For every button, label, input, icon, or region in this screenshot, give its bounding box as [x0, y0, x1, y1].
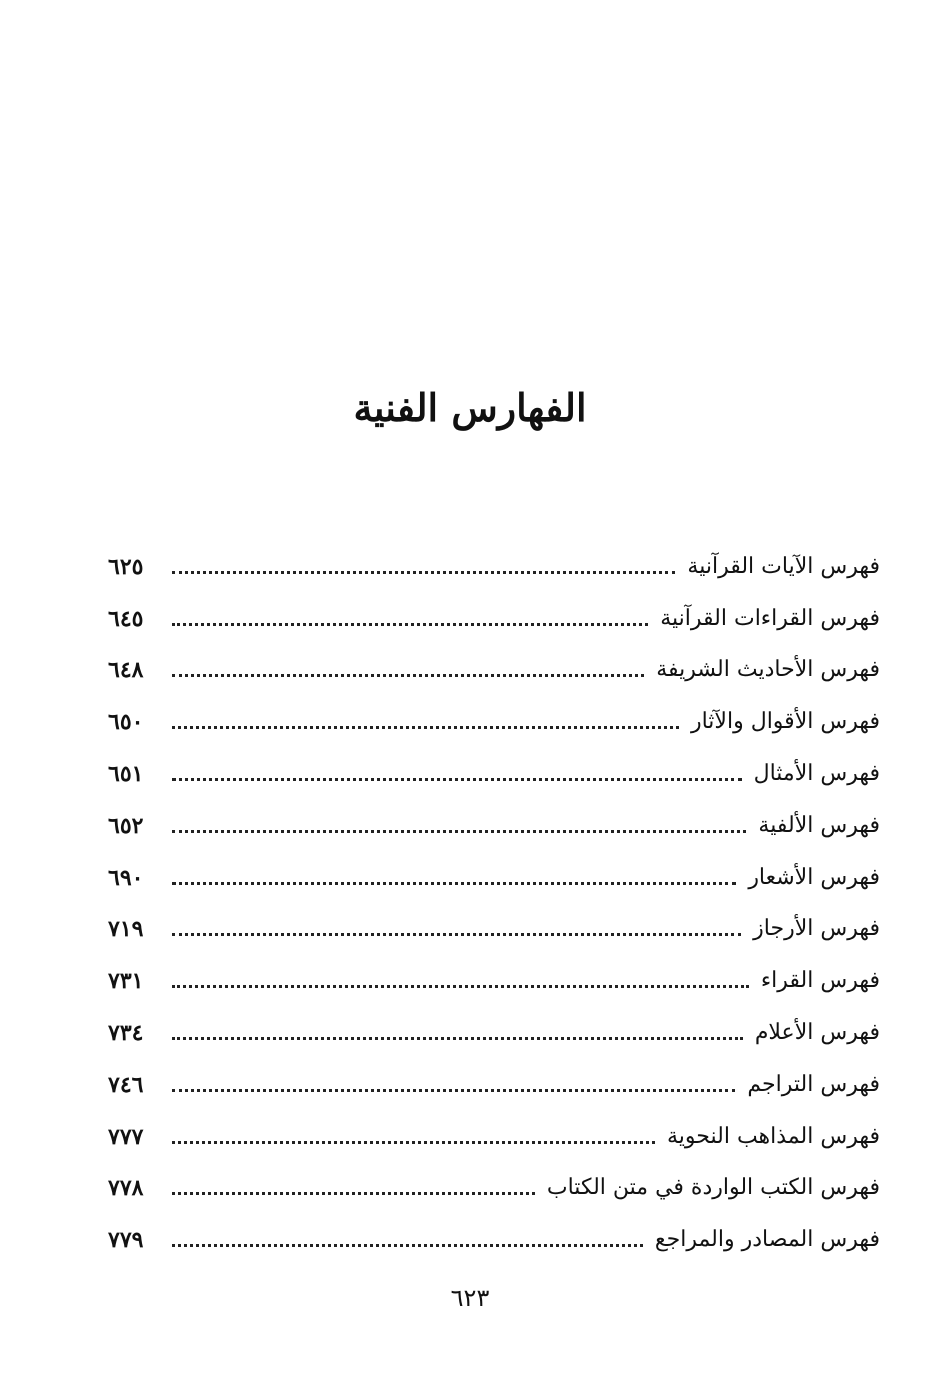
toc-entry-page: ٦٥٢ — [108, 812, 144, 839]
dot-leader — [172, 933, 741, 936]
dot-leader — [172, 1192, 535, 1195]
dot-leader — [172, 674, 644, 677]
page-title: الفهارس الفنية — [353, 385, 587, 430]
toc-entry-title: فهرس المذاهب النحوية — [667, 1123, 880, 1149]
toc-entry-title: فهرس الآيات القرآنية — [687, 553, 880, 579]
toc-entry-title: فهرس المصادر والمراجع — [654, 1227, 880, 1253]
table-of-contents — [108, 540, 880, 1265]
toc-entry-page: ٧١٩ — [108, 916, 144, 943]
toc-entry-page: ٦٥١ — [108, 760, 144, 787]
toc-entry-title: فهرس القراء — [760, 968, 880, 994]
toc-entry-page: ٦٤٥ — [108, 605, 144, 632]
dot-leader — [172, 571, 675, 574]
dot-leader — [172, 1089, 735, 1092]
page-number: ٦٢٣ — [450, 1284, 490, 1312]
toc-row — [108, 903, 880, 955]
dot-leader — [172, 1244, 643, 1247]
toc-entry-title: فهرس الأقوال والآثار — [690, 709, 880, 735]
toc-row — [108, 747, 880, 799]
toc-row — [108, 1006, 880, 1058]
toc-row — [108, 540, 880, 592]
toc-entry-title: فهرس الأعلام — [754, 1019, 880, 1045]
toc-entry-title: فهرس الأحاديث الشريفة — [656, 657, 880, 683]
toc-row — [108, 644, 880, 696]
toc-entry-title: فهرس الألفية — [758, 812, 880, 838]
toc-row — [108, 592, 880, 644]
toc-entry-page: ٧٧٩ — [108, 1227, 144, 1254]
dot-leader — [172, 623, 648, 626]
toc-row — [108, 1162, 880, 1214]
toc-entry-page: ٦٩٠ — [108, 864, 144, 891]
dot-leader — [172, 830, 746, 833]
toc-entry-page: ٧٣١ — [108, 968, 144, 995]
toc-entry-page: ٦٤٨ — [108, 657, 144, 684]
dot-leader — [172, 1037, 743, 1040]
toc-entry-page: ٧٣٤ — [108, 1019, 144, 1046]
dot-leader — [172, 1141, 655, 1144]
toc-entry-page: ٦٥٠ — [108, 709, 144, 736]
toc-row — [108, 1213, 880, 1265]
toc-entry-title: فهرس الأشعار — [748, 864, 880, 890]
dot-leader — [172, 778, 742, 781]
dot-leader — [172, 985, 749, 988]
toc-entry-title: فهرس الأمثال — [753, 760, 880, 786]
toc-row — [108, 799, 880, 851]
toc-entry-title: فهرس التراجم — [747, 1071, 880, 1097]
toc-entry-page: ٧٤٦ — [108, 1071, 144, 1098]
dot-leader — [172, 726, 679, 729]
toc-entry-title: فهرس القراءات القرآنية — [660, 605, 880, 631]
toc-entry-title: فهرس الكتب الواردة في متن الكتاب — [546, 1175, 880, 1201]
toc-row — [108, 954, 880, 1006]
toc-row — [108, 851, 880, 903]
toc-row — [108, 695, 880, 747]
toc-entry-title: فهرس الأرجاز — [753, 916, 880, 942]
toc-entry-page: ٧٧٨ — [108, 1175, 144, 1202]
toc-row — [108, 1110, 880, 1162]
toc-entry-page: ٧٧٧ — [108, 1123, 144, 1150]
dot-leader — [172, 882, 736, 885]
toc-entry-page: ٦٢٥ — [108, 553, 144, 580]
toc-row — [108, 1058, 880, 1110]
